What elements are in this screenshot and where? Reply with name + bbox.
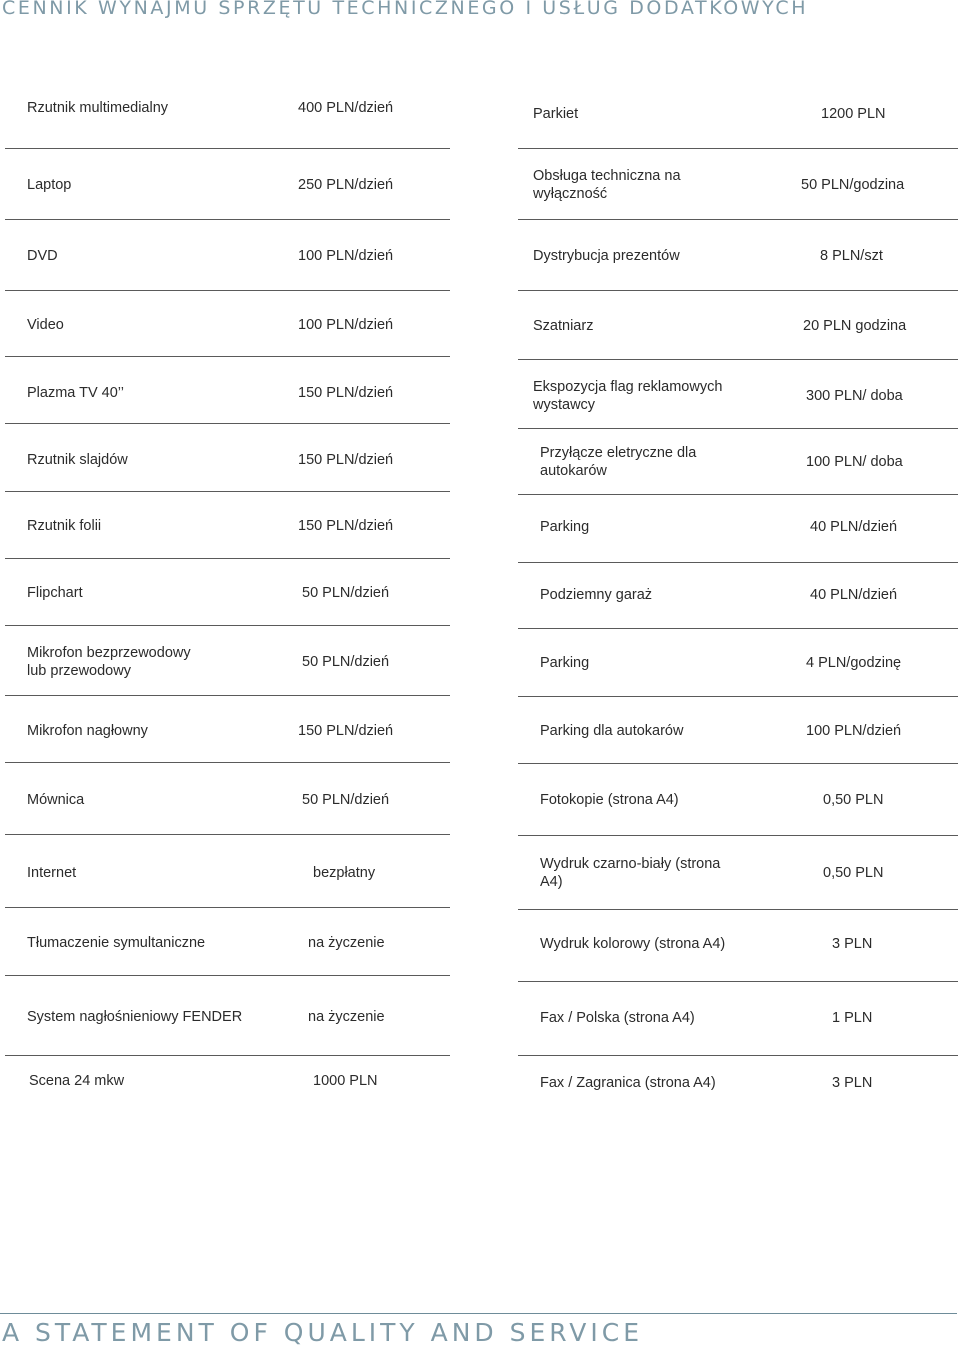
left-item-price: 150 PLN/dzień xyxy=(298,518,394,534)
left-item-price: 50 PLN/dzień xyxy=(302,792,390,808)
left-item-price: 1000 PLN xyxy=(313,1073,378,1089)
right-item-name: Parking xyxy=(540,655,590,671)
left-item-name: Flipchart xyxy=(27,585,83,601)
left-item-price: 150 PLN/dzień xyxy=(298,452,394,468)
left-item-name: Internet xyxy=(27,865,77,881)
right-item-price: 100 PLN/dzień xyxy=(806,723,902,739)
right-row xyxy=(518,563,958,629)
footer-divider xyxy=(0,1313,957,1314)
right-item-price: 3 PLN xyxy=(832,936,873,952)
left-row xyxy=(0,291,450,357)
right-item-name: Wydruk czarno-biały (strona A4) xyxy=(540,856,721,890)
left-row xyxy=(0,492,450,559)
left-item-name: Plazma TV 40’’ xyxy=(27,385,124,401)
left-item-name: Rzutnik folii xyxy=(27,518,102,534)
left-item-price: 250 PLN/dzień xyxy=(298,177,394,193)
left-row xyxy=(0,149,450,220)
right-item-name: Parking dla autokarów xyxy=(540,723,684,739)
right-item-name: Parking xyxy=(540,519,590,535)
left-row xyxy=(0,357,450,424)
left-item-name: Tłumaczenie symultaniczne xyxy=(27,935,206,951)
left-item-name: System nagłośnieniowy FENDER xyxy=(27,1009,243,1025)
right-item-price: 0,50 PLN xyxy=(823,865,884,881)
right-item-name: Wydruk kolorowy (strona A4) xyxy=(540,936,726,952)
left-row xyxy=(0,424,450,492)
right-row xyxy=(518,291,958,360)
footer-slogan: A STATEMENT OF QUALITY AND SERVICE xyxy=(2,1318,644,1347)
right-row xyxy=(518,982,958,1056)
left-item-name: Laptop xyxy=(27,177,72,193)
left-row xyxy=(0,908,450,976)
right-row xyxy=(518,220,958,291)
left-row xyxy=(0,696,450,763)
left-item-price: bezpłatny xyxy=(313,865,376,881)
left-row xyxy=(0,78,450,149)
right-item-name: Obsługa techniczna na wyłączność xyxy=(533,168,681,202)
left-row xyxy=(0,976,450,1056)
right-item-price: 20 PLN godzina xyxy=(803,318,907,334)
right-item-price: 1200 PLN xyxy=(821,106,886,122)
right-row xyxy=(518,495,958,563)
right-item-name: Parkiet xyxy=(533,106,579,122)
left-row xyxy=(0,220,450,291)
left-row xyxy=(0,559,450,626)
right-row xyxy=(518,836,958,910)
right-item-name: Szatniarz xyxy=(533,318,594,334)
right-item-price: 40 PLN/dzień xyxy=(810,519,898,535)
left-item-price: 100 PLN/dzień xyxy=(298,317,394,333)
right-item-price: 0,50 PLN xyxy=(823,792,884,808)
page-title: CENNIK WYNAJMU SPRZĘTU TECHNICZNEGO I USŁUG DODATKOWYCH xyxy=(2,0,809,19)
left-item-price: 150 PLN/dzień xyxy=(298,723,394,739)
left-item-price: na życzenie xyxy=(308,935,385,951)
right-item-price: 50 PLN/godzina xyxy=(801,177,905,193)
right-row xyxy=(518,1056,958,1110)
left-item-name: Video xyxy=(27,317,64,333)
right-row xyxy=(518,360,958,429)
left-item-name: Mikrofon bezprzewodowy lub przewodowy xyxy=(27,645,191,679)
left-row xyxy=(0,626,450,696)
right-row xyxy=(518,149,958,220)
right-item-price: 100 PLN/ doba xyxy=(806,454,903,470)
right-item-price: 4 PLN/godzinę xyxy=(806,655,902,671)
left-item-price: 100 PLN/dzień xyxy=(298,248,394,264)
left-row xyxy=(0,835,450,908)
left-item-name: Scena 24 mkw xyxy=(29,1073,125,1089)
right-item-name: Ekspozycja flag reklamowych wystawcy xyxy=(533,379,723,413)
right-item-name: Przyłącze eletryczne dla autokarów xyxy=(540,445,697,479)
right-item-name: Dystrybucja prezentów xyxy=(533,248,680,264)
left-item-name: Mównica xyxy=(27,792,85,808)
left-item-price: 50 PLN/dzień xyxy=(302,654,390,670)
left-item-name: Mikrofon nagłowny xyxy=(27,723,148,739)
right-row xyxy=(518,629,958,697)
left-item-name: Rzutnik multimedialny xyxy=(27,100,169,116)
right-item-name: Fax / Polska (strona A4) xyxy=(540,1010,695,1026)
right-row xyxy=(518,910,958,982)
right-row xyxy=(518,764,958,836)
left-item-price: 400 PLN/dzień xyxy=(298,100,394,116)
left-item-price: 50 PLN/dzień xyxy=(302,585,390,601)
right-item-name: Fotokopie (strona A4) xyxy=(540,792,679,808)
left-row xyxy=(0,763,450,835)
right-item-price: 3 PLN xyxy=(832,1075,873,1091)
right-row xyxy=(518,429,958,495)
left-row xyxy=(0,1056,450,1110)
right-item-price: 8 PLN/szt xyxy=(820,248,883,264)
left-item-name: DVD xyxy=(27,248,58,264)
right-item-price: 40 PLN/dzień xyxy=(810,587,898,603)
right-item-name: Fax / Zagranica (strona A4) xyxy=(540,1075,716,1091)
right-row xyxy=(518,78,958,149)
left-item-name: Rzutnik slajdów xyxy=(27,452,128,468)
left-item-price: 150 PLN/dzień xyxy=(298,385,394,401)
right-row xyxy=(518,697,958,764)
right-item-price: 300 PLN/ doba xyxy=(806,388,903,404)
right-item-price: 1 PLN xyxy=(832,1010,873,1026)
left-item-price: na życzenie xyxy=(308,1009,385,1025)
right-item-name: Podziemny garaż xyxy=(540,587,653,603)
